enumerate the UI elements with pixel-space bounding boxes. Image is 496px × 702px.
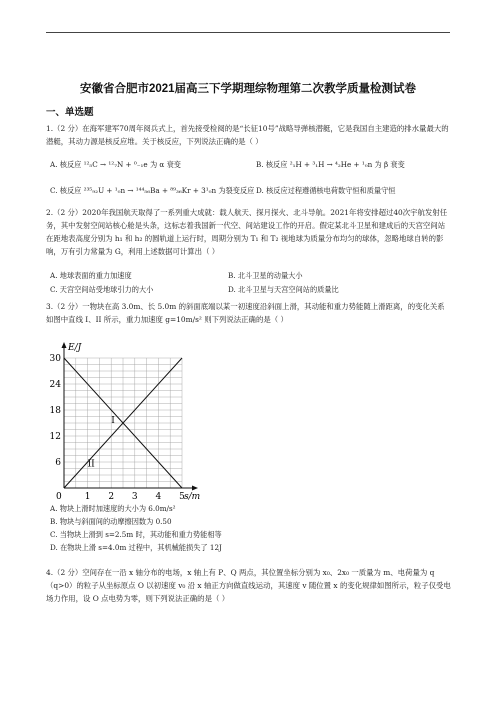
x-tick-label: 5 <box>179 492 185 502</box>
section-heading: 一、单选题 <box>46 107 94 118</box>
q3-options <box>50 502 222 554</box>
y-tick-label: 24 <box>49 380 61 390</box>
y-axis-label: E/J <box>68 343 82 353</box>
q1-option-c: C. 核反应 ²³⁵₉₂U + ¹₀n → ¹⁴⁴₅₆Ba + ⁸⁹₃₆Kr + 3¹₀n 为裂变反应 <box>50 186 255 195</box>
q2-option-c: C. 天宫空间站受地球引力的大小 <box>50 285 154 294</box>
y-tick-label: 6 <box>55 458 61 468</box>
q1-option-a: A. 核反应 ¹²₅C → ¹²₇N + ⁰₋₁e 为 α 衰变 <box>50 160 181 169</box>
page-title: 安徽省合肥市2021届高三下学期理综物理第二次教学质量检测试卷 <box>79 83 417 95</box>
y-axis-arrow <box>62 342 67 348</box>
series-label-I: I <box>111 416 115 426</box>
x-axis-arrow <box>192 486 198 491</box>
q1-option-b: B. 核反应 ²₁H + ³₁H → ⁴₂He + ¹₀n 为 β 衰变 <box>256 160 405 169</box>
x-tick-label: 4 <box>155 492 162 502</box>
x-axis-label: s/m <box>184 492 201 502</box>
x-tick-label: 1 <box>84 492 91 502</box>
q3-option-a: A. 物块上滑时加速度的大小为 6.0m/s² <box>50 504 176 513</box>
chart-ticks <box>50 354 186 502</box>
q3-option-d: D. 在物块上滑 s=4.0m 过程中，其机械能损失了 12J <box>50 543 222 552</box>
question-1-stem: 1.（2 分）在海军建军70周年阅兵式上，首先接受检阅的是“长征10号”战略导弹核潜艇，它是我国自主建造的排水量最大的潜艇，其动力源是核反应堆。关于核反应，下列说法正确的是（ ） <box>46 124 449 146</box>
x-tick-label: 3 <box>131 492 138 502</box>
header-rule <box>46 32 450 33</box>
x-tick-label: 2 <box>108 492 115 502</box>
series-label-II: II <box>87 459 95 470</box>
q2-option-a: A. 地球表面的重力加速度 <box>50 271 132 280</box>
q2-option-b: B. 北斗卫星的动量大小 <box>228 271 303 280</box>
energy-distance-graph <box>42 333 202 503</box>
q3-option-c: C. 当物块上滑到 s=2.5m 时，其动能和重力势能相等 <box>50 530 222 539</box>
q2-option-d: D. 北斗卫星与天宫空间站的质量比 <box>228 285 339 294</box>
question-4-stem: 4.（2 分）空间存在一沿 x 轴分布的电场，x 轴上有 P、Q 两点，其位置坐标分别为 x₀、2x₀ 一质量为 m、电荷量为 q（q>0）的粒子从坐标原点 O 以初速度 v₀ 沿 x 轴正方向做直线运动，其速度 v 随位置 x 的变化规律如图所示，粒子仅受电场力作用，设 O 点电势为零，则下列说法正确的是（ ） <box>46 568 451 603</box>
q3-option-b: B. 物块与斜面间的动摩擦因数为 0.50 <box>50 517 172 526</box>
y-tick-label: 12 <box>49 432 61 442</box>
question-3-stem: 3.（2 分）一物块在高 3.0m、长 5.0m 的斜面底端以某一初速度沿斜面上滑，其动能和重力势能随上滑距离，的变化关系如图中直线 I、II 所示，重力加速度 g=10m/s² 则下列说法正确的是（ ） <box>46 302 445 324</box>
y-tick-label: 18 <box>49 406 61 416</box>
origin-label: 0 <box>56 492 62 502</box>
question-2-stem: 2.（2 分）2020年我国航天取得了一系列重大成就：载人航天、探月探火、北斗导航。2021年将安排超过40次宇航发射任务，其中发射空间站核心舱是头条，这标志着我国新一代空、间站建设工作的开启。假定某北斗卫星和建成后的天宫空间站在距地表高度分别为 h₁ 和 h₂ 的圆轨道上运行时，周期分别为 T₁ 和 T₂ 视地球为质量分布均匀的球体，忽略地球自转的影响，万有引力常量为 G，利用上述数据可计算出（ ） <box>46 208 448 256</box>
q1-option-d: D. 核反应过程遵循核电荷数守恒和质量守恒 <box>256 186 396 195</box>
y-tick-label: 30 <box>49 354 61 364</box>
